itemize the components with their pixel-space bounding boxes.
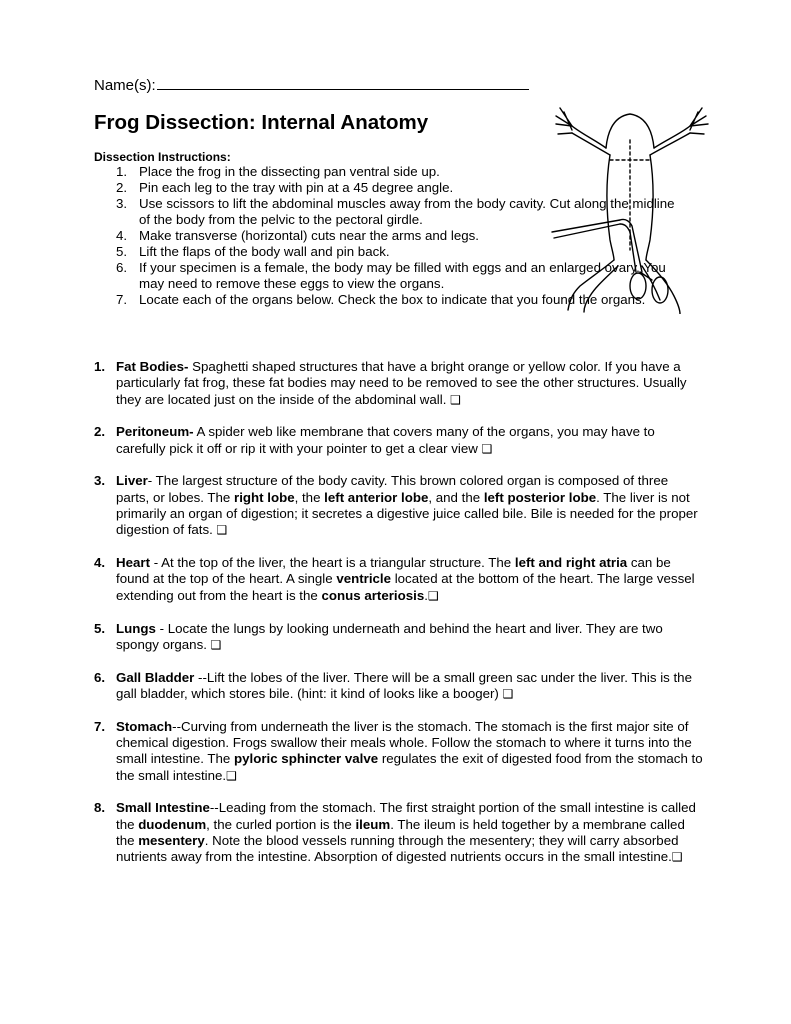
organ-description: , the [294,489,325,505]
organ-description: - Locate the lungs by looking underneath and behind the heart and liver. They are two spongy organs. [116,620,663,652]
organ-number: 4. [94,555,106,571]
organ-description: . Note the blood vessels running through the mesentery; they will carry absorbed nutrients away from the intestine. Absorption of digested nutrients occurs in the small intestine. [116,833,679,865]
organ-term: right lobe [234,489,295,505]
organ-term: Fat Bodies- [116,359,189,374]
organ-number: 7. [94,718,106,734]
organ-description: . [424,587,428,603]
organ-number: 3. [94,473,106,489]
organ-number: 2. [94,424,106,440]
step-number: 7. [116,292,128,307]
organ-item [94,473,704,538]
organ-list [94,359,704,882]
found-checkbox[interactable]: ❑ [450,392,461,407]
organ-item [94,359,704,408]
organ-term: ventricle [336,571,392,587]
instructions-heading: Dissection Instructions: [94,150,231,164]
step-number: 3. [116,196,128,211]
step-number: 2. [116,180,128,195]
organ-number: 6. [94,669,106,685]
organ-item [94,800,704,865]
organ-description: --Lift the lobes of the liver. There will be a small green sac under the liver. This is the gall bladder, which stores bile. (hint: it kind of looks like a booger) [116,669,692,701]
name-blank-line[interactable] [157,75,529,90]
organ-term: left anterior lobe [324,489,429,505]
step-text: Place the frog in the dissecting pan ventral side up. [139,164,440,179]
step-text: Lift the flaps of the body wall and pin back. [139,244,390,259]
organ-description: - The largest structure of the body cavity. This brown colored organ is composed of three parts, or lobes. The [116,473,669,505]
organ-term: duodenum [138,816,207,832]
organ-term: Stomach [116,718,173,734]
page-title: Frog Dissection: Internal Anatomy [94,111,429,134]
organ-description: --Leading from the stomach. The first straight portion of the small intestine is called the [116,800,696,832]
step-number: 5. [116,244,128,259]
step-text: If your specimen is a female, the body may be filled with eggs and an enlarged ovary. You may need to remove these eggs to view the organs. [139,260,666,291]
step-text: Use scissors to lift the abdominal muscles away from the body cavity. Cut along the midline of the body from the pelvic to the pectoral girdle. [139,196,675,227]
organ-description: . The ileum is held together by a membrane called the [116,816,685,849]
organ-term: Lungs [116,620,156,636]
organ-term: mesentery [138,833,205,849]
organ-term: Peritoneum- [116,424,194,440]
found-checkbox[interactable]: ❑ [216,523,228,538]
organ-description: , the curled portion is the [206,816,356,832]
found-checkbox[interactable]: ❑ [671,850,683,865]
organ-number: 8. [94,800,106,816]
organ-term: conus arteriosis [321,587,425,603]
organ-description: located at the bottom of the heart. The large vessel extending out from the heart is the [116,571,695,603]
organ-description: regulates the exit of digested food from the stomach to the small intestine. [116,751,703,783]
found-checkbox[interactable]: ❑ [427,588,439,603]
organ-description: A spider web like membrane that covers many of the organs, you may have to carefully pick it off or rip it with your pointer to get a clear view [116,424,655,456]
step-text: Make transverse (horizontal) cuts near the arms and legs. [139,228,479,243]
organ-item [94,670,704,703]
step-number: 4. [116,228,128,243]
organ-number: 1. [94,359,106,374]
found-checkbox[interactable]: ❑ [210,637,222,652]
found-checkbox[interactable]: ❑ [226,768,237,783]
organ-item [94,424,704,457]
organ-term: ileum [355,816,391,832]
name-field[interactable] [94,75,529,95]
step-text: Pin each leg to the tray with pin at a 45 degree angle. [139,180,454,195]
step-number: 6. [116,260,128,275]
step-text: Locate each of the organs below. Check the box to indicate that you found the organs. [139,292,646,307]
found-checkbox[interactable]: ❑ [481,441,493,456]
organ-term: Gall Bladder [116,669,195,685]
frog-dissection-scissors-icon [550,100,712,314]
organ-description: - At the top of the liver, the heart is a triangular structure. The [150,555,515,571]
organ-term: left posterior lobe [483,489,597,505]
step-number: 1. [116,164,128,179]
found-checkbox[interactable]: ❑ [502,686,514,701]
organ-description: . The liver is not primarily an organ of digestion; it secretes a digestive juice called bile. Bile is needed for the proper digestion of fats. [116,489,698,538]
organ-description: Spaghetti shaped structures that have a bright orange or yellow color. If you have a particularly fat frog, these fat bodies may need to be removed to see the other structures. Usually they are located just on the inside of the abdominal wall. [116,359,687,407]
organ-description: can be found at the top of the heart. A single [116,555,671,587]
organ-term: left and right atria [514,555,628,571]
organ-item [94,719,704,784]
organ-description: --Curving from underneath the liver is the stomach. The stomach is the first major site of chemical digestion. Frogs swallow their meals whole. Follow the stomach to where it turns into the small intestine. The [116,718,692,767]
organ-term: Liver [116,473,148,489]
organ-description: , and the [428,489,484,505]
name-label: Name(s): [94,77,156,94]
organ-item [94,555,704,604]
organ-term: Heart [116,555,150,571]
organ-number: 5. [94,620,106,636]
organ-item [94,621,704,654]
organ-term: pyloric sphincter valve [234,751,379,767]
organ-term: Small Intestine [116,800,210,816]
